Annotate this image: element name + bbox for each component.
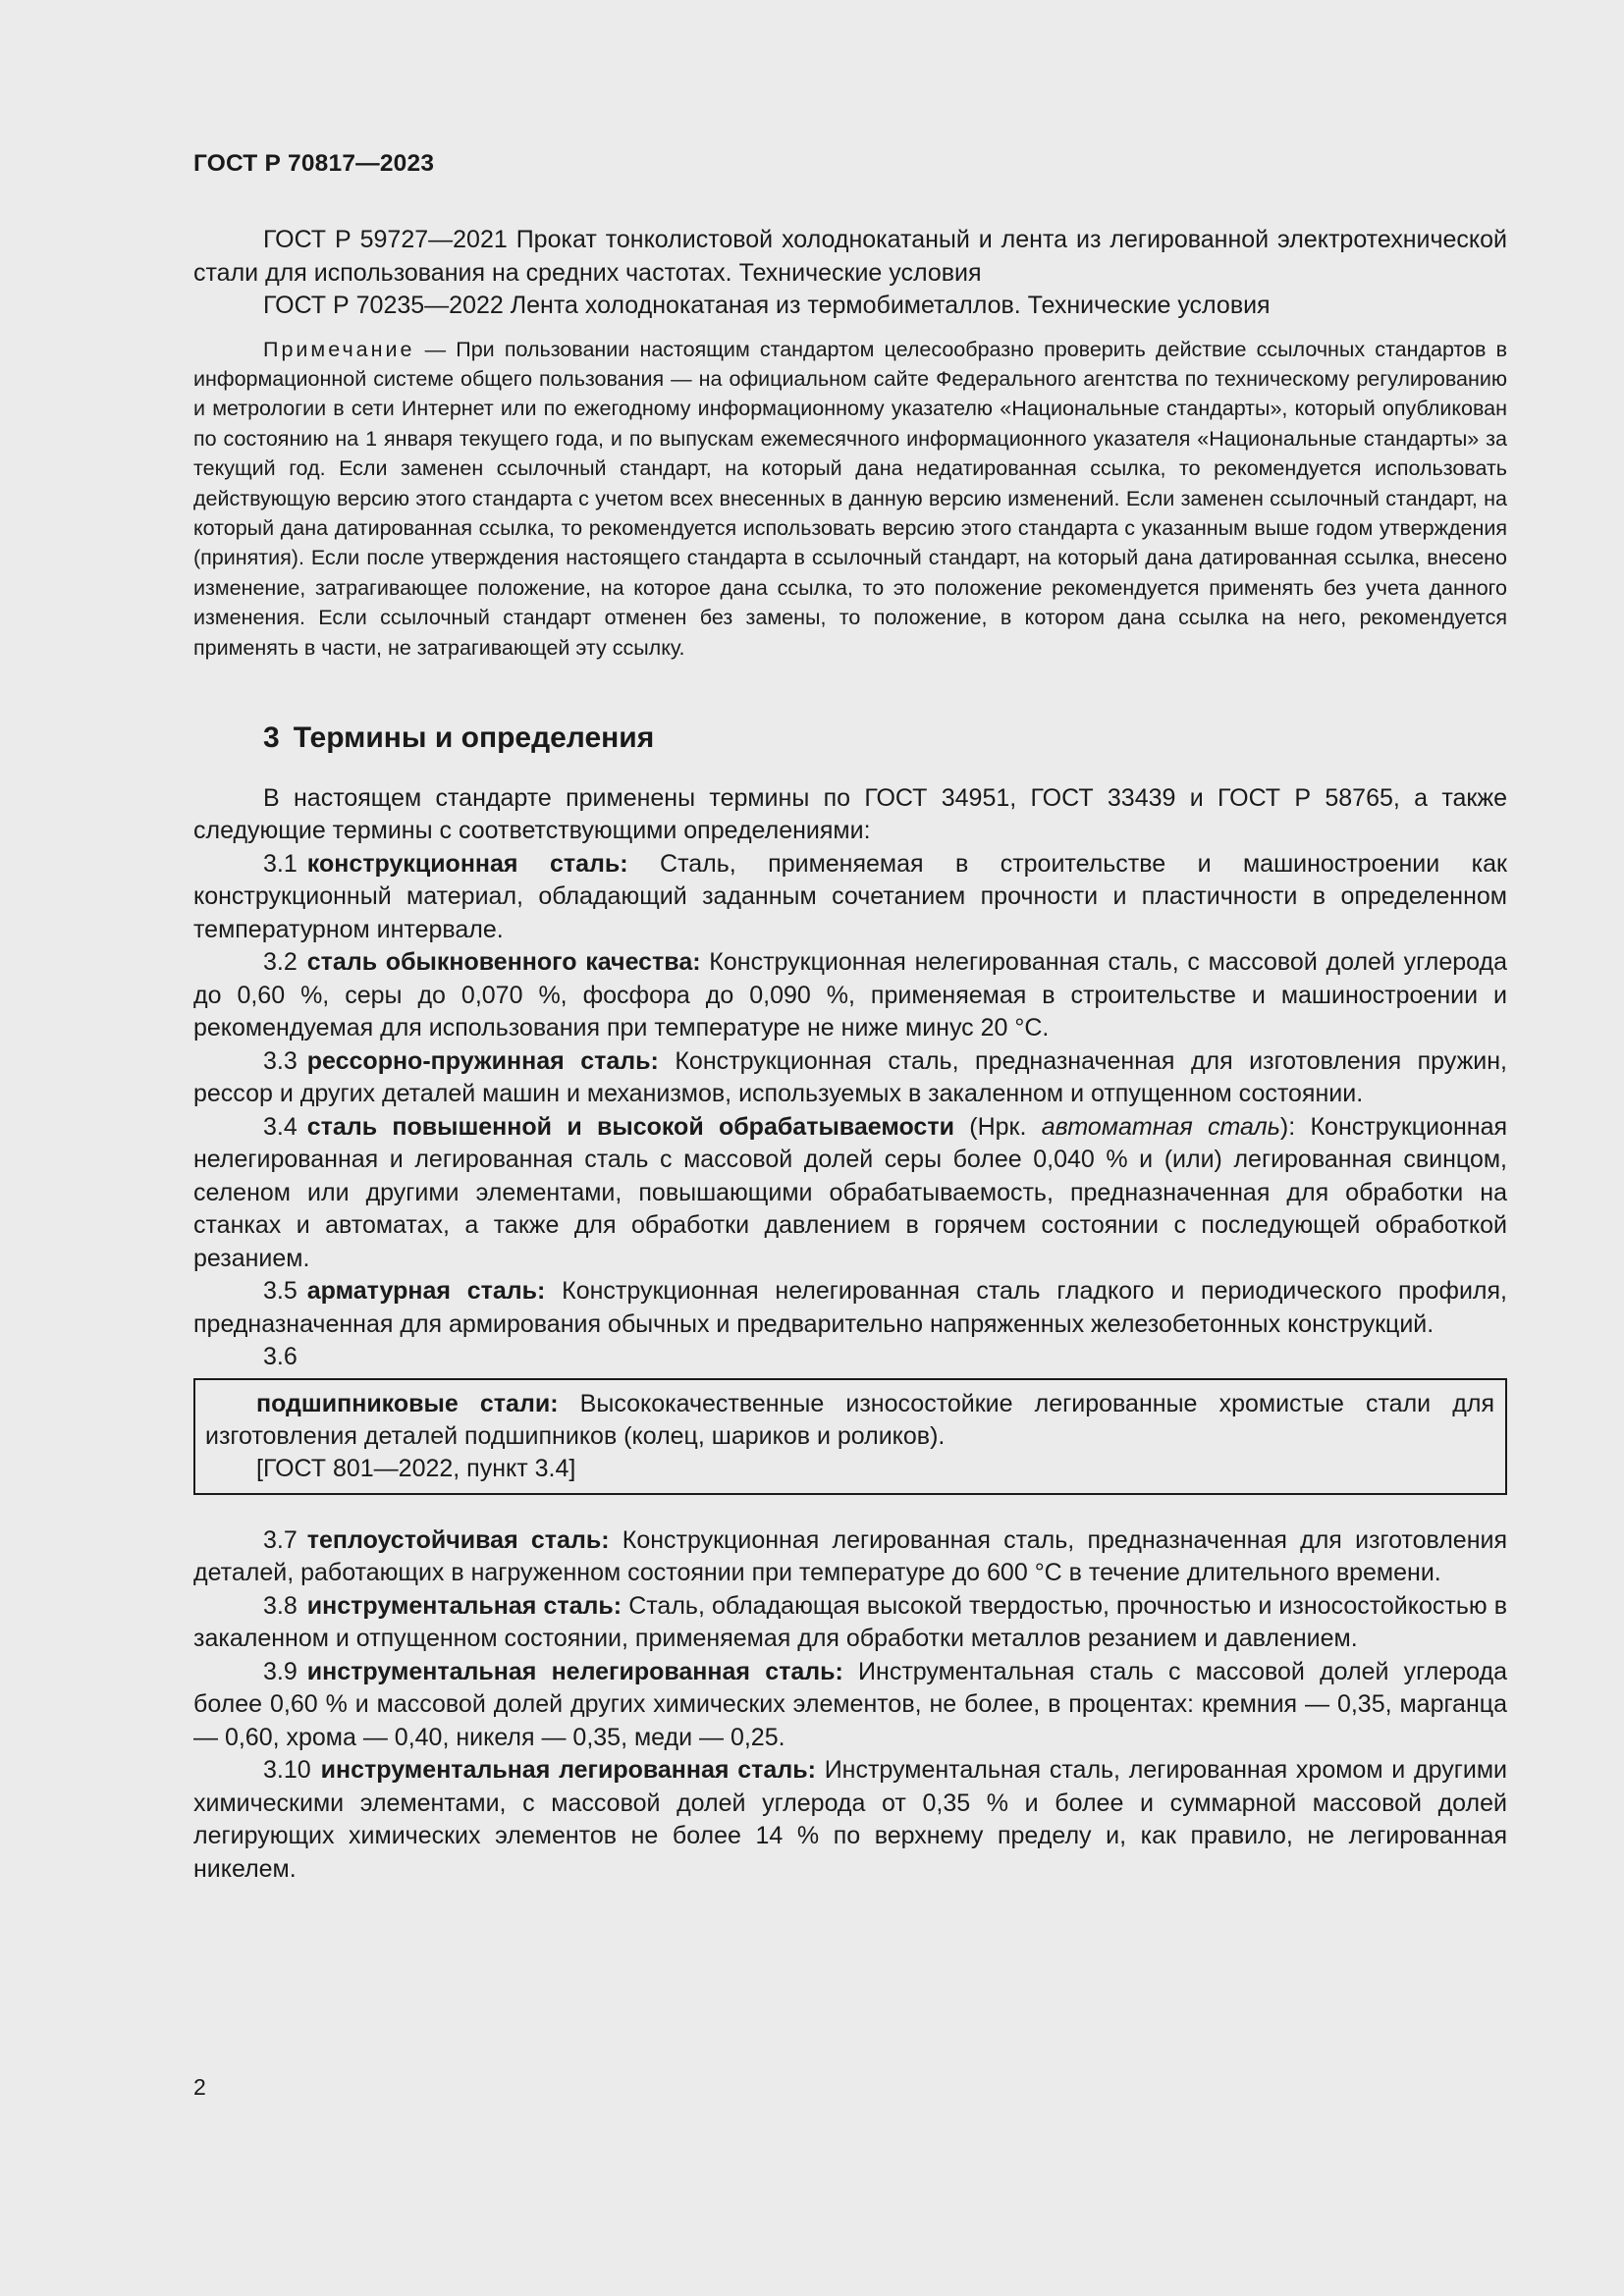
term-entry <box>193 1275 1507 1341</box>
term-definition: Высококачественные износостойкие легированные хромистые стали для изготовления деталей подшипников (колец, шариков и роликов). <box>205 1389 1494 1450</box>
reference-entry: ГОСТ Р 59727—2021 Прокат тонколистовой холоднокатаный и лента из легированной электротехнической стали для использования на средних частотах. Технические условия <box>193 226 1507 287</box>
term-name: инструментальная нелегированная сталь: <box>306 1657 843 1685</box>
term-definition: Конструкционная нелегированная сталь, с массовой долей углерода до 0,60 %, серы до 0,070 %, фосфора до 0,090 %, применяемая в строительстве и машиностроении и рекомендуемая для использования при температуре не ниже минус 20 °С. <box>193 948 1507 1042</box>
term-definition: Сталь, обладающая высокой твердостью, прочностью и износостойкостью в закаленном и отпущенном состоянии, применяемая для обработки металлов резанием и давлением. <box>193 1591 1507 1653</box>
term-source: [ГОСТ 801—2022, пункт 3.4] <box>256 1454 576 1482</box>
term-number: 3.5 <box>263 1277 298 1306</box>
term-number: 3.4 <box>263 1112 298 1141</box>
document-header: ГОСТ Р 70817—2023 <box>193 150 435 177</box>
note-label: Примечание <box>263 337 415 361</box>
section-title: Термины и определения <box>293 721 655 754</box>
term-entry <box>193 946 1507 1045</box>
page-content <box>193 224 1507 1886</box>
term-entry <box>193 1524 1507 1590</box>
term-definition: Инструментальная сталь с массовой долей углерода более 0,60 % и массовой долей других химических элементов, не более, в процентах: кремния — 0,35, марганца — 0,60, хрома — 0,40, никеля — 0,35, меди — 0,25. <box>193 1657 1507 1751</box>
term-definition: Конструкционная нелегированная сталь гладкого и периодического профиля, предназначенная для армирования обычных и предварительно напряженных железобетонных конструкций. <box>193 1277 1507 1338</box>
term-entry <box>193 848 1507 947</box>
term-definition: Конструкционная легированная сталь, предназначенная для изготовления деталей, работающих в нагруженном состоянии при температуре до 600 °С в течение длительного времени. <box>193 1525 1508 1587</box>
quoted-term-box <box>193 1378 1507 1495</box>
term-name: инструментальная сталь: <box>306 1591 623 1620</box>
term-deprecated-prefix: (Нрк. <box>953 1112 1042 1141</box>
term-name: арматурная сталь: <box>306 1277 546 1306</box>
term-number: 3.6 <box>263 1343 298 1371</box>
term-name: сталь обыкновенного качества: <box>306 948 701 977</box>
term-number: 3.9 <box>263 1657 298 1685</box>
term-entry <box>205 1388 1494 1453</box>
term-entry <box>193 1590 1507 1656</box>
term-entry <box>193 1045 1507 1111</box>
term-number: 3.2 <box>263 948 298 977</box>
note-text: — При пользовании настоящим стандартом целесообразно проверить действие ссылочных стандартов в информационной системе общего пользования — на официальном сайте Федерального агентства по техническому регулированию и метрологии в сети Интернет или по ежегодному информационному указателю «Национальные стандарты», который опубликован по состоянию на 1 января текущего года, и по выпускам ежемесячного информационного указателя «Национальные стандарты» за текущий год. Если заменен ссылочный стандарт, на который дана недатированная ссылка, то рекомендуется использовать действующую версию этого стандарта с учетом всех внесенных в данную версию изменений. Если заменен ссылочный стандарт, на который дана датированная ссылка, то рекомендуется использовать версию этого стандарта с указанным выше годом утверждения (принятия). Если после утверждения настоящего стандарта в ссылочный стандарт, на который дана датированная ссылка, внесено изменение, затрагивающее положение, на которое дана ссылка, то это положение рекомендуется применять без учета данного изменения. Если ссылочный стандарт отменен без замены, то положение, в котором дана ссылка на него, рекомендуется применять в части, не затрагивающей эту ссылку. <box>193 337 1507 660</box>
section-heading <box>263 717 1507 760</box>
section-intro: В настоящем стандарте применены термины по ГОСТ 34951, ГОСТ 33439 и ГОСТ Р 58765, а также следующие термины с соответствующими определениями: <box>193 783 1507 845</box>
term-number: 3.1 <box>263 849 298 878</box>
term-name: теплоустойчивая сталь: <box>306 1525 610 1554</box>
page-number: 2 <box>193 2074 206 2100</box>
term-entry <box>193 1111 1507 1276</box>
term-name: сталь повышенной и высокой обрабатываемости <box>306 1112 954 1141</box>
section-number: 3 <box>263 721 280 754</box>
term-number: 3.10 <box>263 1756 311 1785</box>
term-entry <box>193 1656 1507 1755</box>
term-name: подшипниковые стали: <box>256 1389 559 1417</box>
term-definition: Сталь, применяемая в строительстве и машиностроении как конструкционный материал, обладающий заданным сочетанием прочности и пластичности в определенном температурном интервале. <box>193 849 1507 943</box>
term-number: 3.8 <box>263 1591 298 1620</box>
term-name: инструментальная легированная сталь: <box>320 1756 816 1785</box>
term-name: рессорно-пружинная сталь: <box>306 1046 659 1075</box>
term-name: конструкционная сталь: <box>306 849 628 878</box>
term-number: 3.3 <box>263 1046 298 1075</box>
note-paragraph <box>193 335 1507 663</box>
reference-entry: ГОСТ Р 70235—2022 Лента холоднокатаная из термобиметаллов. Технические условия <box>263 292 1271 319</box>
term-entry <box>193 1754 1507 1886</box>
term-number-line <box>193 1341 1507 1374</box>
term-definition: ): Конструкционная нелегированная и легированная сталь с массовой долей серы более 0,040 % и (или) легированная свинцом, селеном или другими элементами, повышающими обрабатываемость, предназначенная для обработки на станках и автоматах, а также для обработки давлением в горячем состоянии с последующей обработкой резанием. <box>193 1112 1508 1272</box>
term-deprecated-synonym: автоматная сталь <box>1041 1112 1280 1141</box>
term-definition: Конструкционная сталь, предназначенная для изготовления пружин, рессор и других деталей машин и механизмов, используемых в закаленном и отпущенном состоянии. <box>193 1046 1508 1108</box>
term-definition: Инструментальная сталь, легированная хромом и другими химическими элементами, с массовой долей углерода от 0,35 % и более и суммарной массовой долей легирующих химических элементов не более 14 % по верхнему пределу и, как правило, не легированная никелем. <box>193 1756 1507 1883</box>
term-number: 3.7 <box>263 1525 298 1554</box>
